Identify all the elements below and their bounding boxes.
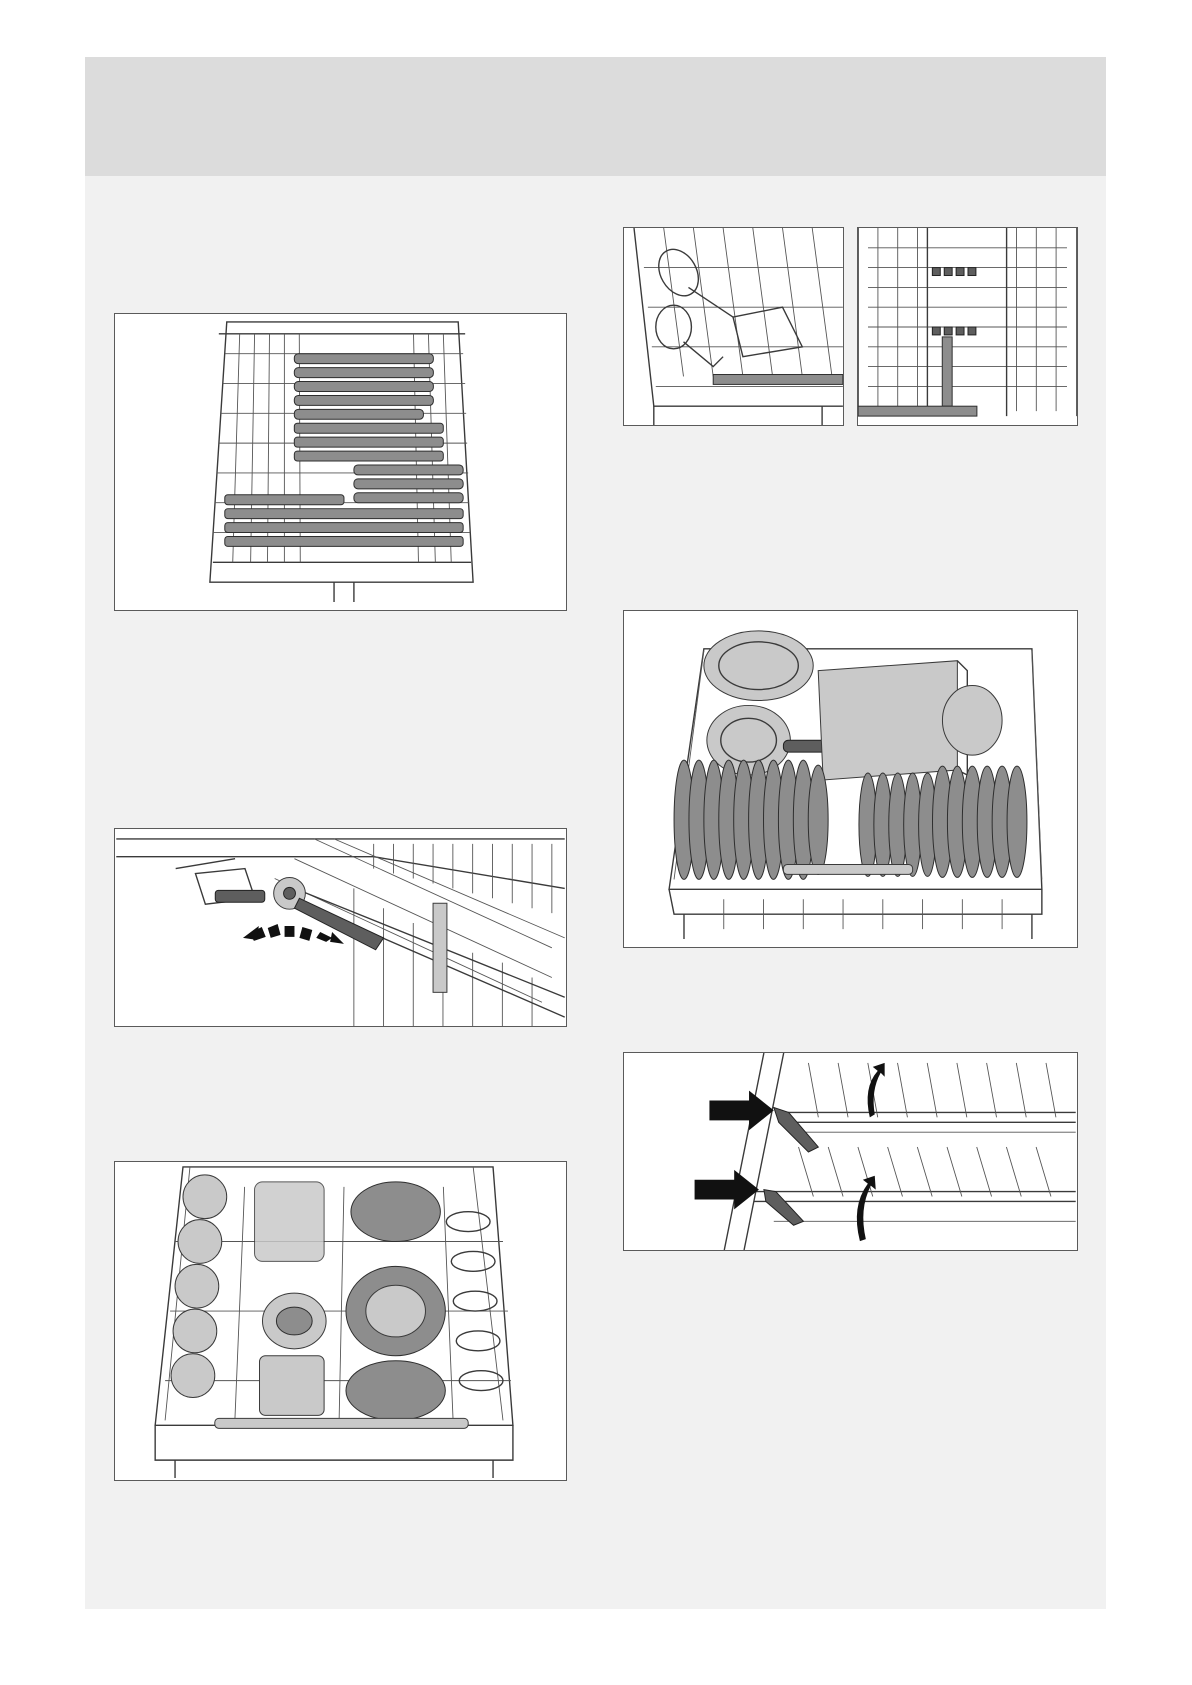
figure-glass-holder-upright bbox=[857, 227, 1078, 426]
figure-fold-down-tines bbox=[623, 1052, 1078, 1251]
figure-lower-basket-loaded bbox=[623, 610, 1078, 948]
figure-upper-basket-loaded bbox=[114, 1161, 567, 1481]
figure-glass-holder-folded bbox=[623, 227, 844, 426]
manual-page bbox=[85, 57, 1106, 1609]
folding-rack-illustration bbox=[858, 228, 1077, 425]
cutlery-drawer-illustration bbox=[115, 314, 566, 610]
figure-cutlery-drawer bbox=[114, 313, 567, 611]
header-band bbox=[85, 57, 1106, 176]
lower-basket-illustration bbox=[624, 611, 1077, 947]
lever-rotate-illustration bbox=[115, 829, 566, 1026]
figure-height-adjust-lever bbox=[114, 828, 567, 1027]
wine-glass-rack-illustration bbox=[624, 228, 843, 425]
tine-release-illustration bbox=[624, 1053, 1077, 1250]
upper-basket-illustration bbox=[115, 1162, 566, 1480]
